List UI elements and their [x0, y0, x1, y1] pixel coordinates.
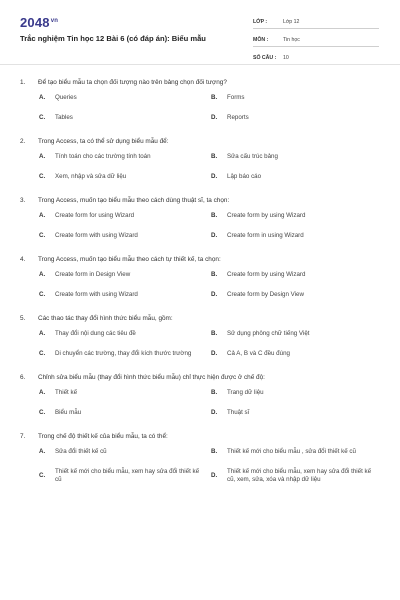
- option-text: Queries: [55, 94, 77, 101]
- question-text: Trong chế độ thiết kế của biểu mẫu, ta có thể:: [38, 433, 168, 440]
- answer-option[interactable]: [211, 330, 383, 339]
- option-text: Create form by Design View: [227, 290, 304, 298]
- answer-options: [39, 448, 400, 485]
- answer-option[interactable]: [39, 173, 211, 182]
- option-letter: A.: [39, 212, 46, 219]
- answer-options: [39, 153, 400, 181]
- question-text: Chỉnh sửa biểu mẫu (thay đổi hình thức biểu mẫu) chỉ thực hiện được ở chế độ:: [38, 374, 265, 381]
- option-text: Tính toán cho các trường tính toán: [55, 153, 151, 160]
- question-6: [0, 373, 400, 417]
- answer-option[interactable]: [39, 330, 211, 339]
- site-logo[interactable]: [20, 15, 58, 30]
- answer-option[interactable]: [39, 153, 211, 162]
- option-letter: C.: [39, 349, 46, 357]
- option-text: Biểu mẫu: [55, 408, 82, 416]
- meta-value: 10: [283, 55, 289, 61]
- meta-value: Lớp 12: [283, 19, 300, 25]
- question-3: [0, 196, 400, 240]
- question-number: 2.: [20, 138, 26, 145]
- answer-option[interactable]: [39, 271, 211, 280]
- option-letter: B.: [211, 330, 218, 337]
- answer-option[interactable]: [39, 212, 211, 221]
- option-text: Sửa cấu trúc bảng: [227, 153, 278, 160]
- option-letter: A.: [39, 94, 46, 101]
- question-text: Trong Access, muốn tạo biểu mẫu theo cách tự thiết kế, ta chọn:: [38, 256, 221, 263]
- meta-row-question-count: [253, 49, 379, 65]
- question-stem: [0, 137, 400, 146]
- option-text: Forms: [227, 94, 245, 101]
- answer-option[interactable]: [39, 389, 211, 398]
- answer-option[interactable]: [39, 448, 211, 457]
- question-stem: [0, 373, 400, 382]
- question-2: [0, 137, 400, 181]
- header-divider: [0, 64, 400, 65]
- meta-row-class: [253, 13, 379, 29]
- question-5: [0, 314, 400, 358]
- answer-options: [39, 94, 400, 122]
- answer-option[interactable]: [39, 409, 211, 418]
- logo-suffix: vn: [50, 17, 59, 24]
- option-letter: A.: [39, 330, 46, 337]
- meta-info: [253, 13, 379, 67]
- option-text: Create form by using Wizard: [227, 212, 306, 219]
- option-text: Create form for using Wizard: [55, 212, 135, 219]
- option-letter: C.: [39, 408, 46, 416]
- option-letter: B.: [211, 448, 218, 455]
- option-letter: D.: [211, 290, 218, 298]
- option-text: Sửa đổi thiết kế cũ: [55, 448, 107, 455]
- option-text: Tables: [55, 113, 73, 121]
- question-stem: [0, 255, 400, 264]
- option-text: Di chuyển các trường, thay đổi kích thước trường: [55, 349, 192, 357]
- question-list: [0, 78, 400, 500]
- option-letter: C.: [39, 471, 46, 479]
- answer-option[interactable]: [211, 173, 383, 182]
- answer-option[interactable]: [211, 389, 383, 398]
- meta-label: SỐ CÂU :: [253, 55, 277, 61]
- question-number: 6.: [20, 374, 26, 381]
- question-stem: [0, 196, 400, 205]
- option-text: Create form with using Wizard: [55, 290, 138, 298]
- option-letter: B.: [211, 212, 218, 219]
- option-letter: B.: [211, 153, 218, 160]
- option-text: Cả A, B và C đều đúng: [227, 349, 290, 357]
- option-text: Thuật sĩ: [227, 408, 250, 416]
- answer-option[interactable]: [211, 448, 383, 457]
- option-text: Xem, nhập và sửa dữ liệu: [55, 172, 127, 180]
- question-text: Trong Access, muốn tạo biểu mẫu theo cách dùng thuật sĩ, ta chọn:: [38, 197, 230, 204]
- option-letter: A.: [39, 153, 46, 160]
- option-text: Create form in using Wizard: [227, 231, 304, 239]
- option-text: Create form in Design View: [55, 271, 131, 278]
- option-letter: B.: [211, 94, 218, 101]
- answer-option[interactable]: [39, 468, 211, 485]
- question-number: 4.: [20, 256, 26, 263]
- option-text: Thiết kế mới cho biểu mẫu, xem hay sửa đổi thiết kế cũ: [55, 467, 200, 483]
- question-stem: [0, 78, 400, 87]
- option-letter: A.: [39, 448, 46, 455]
- answer-options: [39, 389, 400, 417]
- answer-option[interactable]: [211, 291, 383, 300]
- option-letter: C.: [39, 172, 46, 180]
- answer-option[interactable]: [211, 212, 383, 221]
- option-letter: D.: [211, 231, 218, 239]
- answer-option[interactable]: [211, 409, 383, 418]
- option-letter: C.: [39, 113, 46, 121]
- option-text: Create form with using Wizard: [55, 231, 138, 239]
- answer-option[interactable]: [39, 350, 211, 359]
- answer-options: [39, 330, 400, 358]
- logo-text: 2048: [20, 15, 50, 30]
- answer-option[interactable]: [211, 114, 383, 123]
- option-letter: C.: [39, 231, 46, 239]
- option-text: Thiết kế mới cho biểu mẫu , sửa đổi thiết kế cũ: [227, 448, 356, 455]
- option-letter: D.: [211, 408, 218, 416]
- option-text: Thiết kế: [55, 389, 78, 396]
- meta-value: Tin học: [283, 37, 300, 43]
- question-number: 1.: [20, 79, 26, 86]
- option-letter: B.: [211, 389, 218, 396]
- meta-row-subject: [253, 31, 379, 47]
- option-text: Thay đổi nội dung các tiêu đề: [55, 330, 136, 337]
- option-letter: B.: [211, 271, 218, 278]
- option-text: Sử dụng phông chữ tiếng Việt: [227, 330, 310, 337]
- answer-option[interactable]: [39, 94, 211, 103]
- question-4: [0, 255, 400, 299]
- option-letter: A.: [39, 389, 46, 396]
- answer-option[interactable]: [211, 153, 383, 162]
- question-stem: [0, 314, 400, 323]
- option-text: Reports: [227, 113, 249, 121]
- option-letter: D.: [211, 113, 218, 121]
- question-number: 7.: [20, 433, 26, 440]
- option-letter: D.: [211, 471, 218, 479]
- answer-option[interactable]: [211, 468, 383, 485]
- question-text: Trong Access, ta có thể sử dụng biểu mẫu để:: [38, 138, 169, 145]
- answer-option[interactable]: [211, 271, 383, 280]
- answer-options: [39, 212, 400, 240]
- answer-options: [39, 271, 400, 299]
- question-stem: [0, 432, 400, 441]
- option-text: Lập báo cáo: [227, 172, 262, 180]
- answer-option[interactable]: [211, 350, 383, 359]
- question-number: 3.: [20, 197, 26, 204]
- page-title: Trắc nghiệm Tin học 12 Bài 6 (có đáp án): Biểu mẫu: [20, 34, 206, 43]
- option-text: Trang dữ liệu: [227, 389, 264, 396]
- question-number: 5.: [20, 315, 26, 322]
- question-7: [0, 432, 400, 485]
- header: [0, 0, 400, 64]
- question-text: Các thao tác thay đổi hình thức biểu mẫu, gồm:: [38, 315, 173, 322]
- answer-option[interactable]: [39, 114, 211, 123]
- option-letter: C.: [39, 290, 46, 298]
- question-text: Để tạo biểu mẫu ta chọn đối tượng nào trên bảng chọn đối tượng?: [38, 79, 227, 86]
- answer-option[interactable]: [39, 232, 211, 241]
- option-letter: A.: [39, 271, 46, 278]
- option-text: Thiết kế mới cho biểu mẫu, xem hay sửa đổi thiết kế cũ, xem, sửa, xóa và nhập dữ liệu: [227, 467, 372, 483]
- option-letter: D.: [211, 172, 218, 180]
- answer-option[interactable]: [39, 291, 211, 300]
- answer-option[interactable]: [211, 94, 383, 103]
- question-1: [0, 78, 400, 122]
- answer-option[interactable]: [211, 232, 383, 241]
- meta-label: LỚP :: [253, 19, 268, 25]
- option-letter: D.: [211, 349, 218, 357]
- option-text: Create form by using Wizard: [227, 271, 306, 278]
- meta-label: MÔN :: [253, 37, 269, 43]
